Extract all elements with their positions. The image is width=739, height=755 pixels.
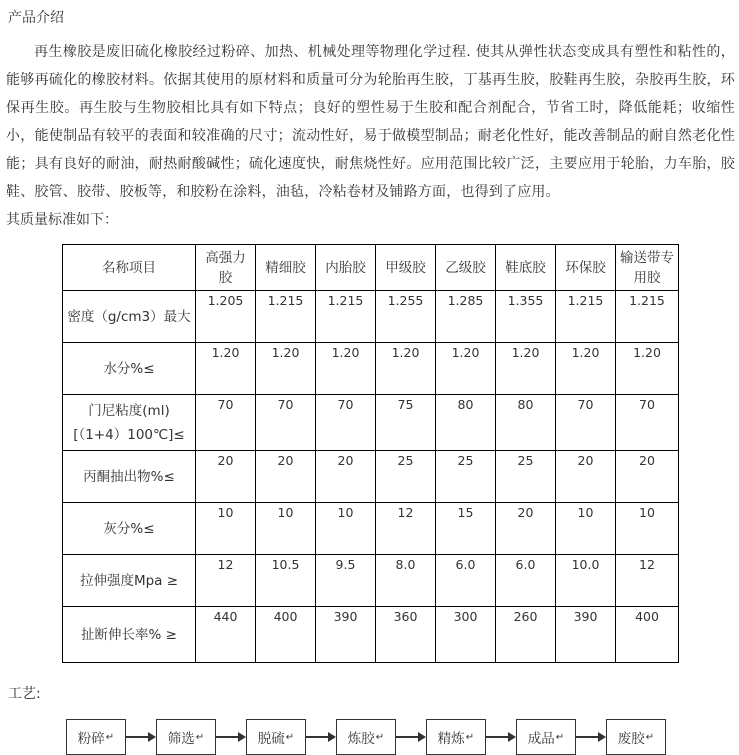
value-cell: 300 [436, 607, 496, 663]
table-row [63, 451, 679, 503]
header-cell: 输送带专用胶 [616, 245, 679, 291]
value-cell: 20 [616, 451, 679, 503]
table-row [63, 291, 679, 343]
row-label-cell: 丙酮抽出物%≤ [63, 451, 196, 503]
value-cell: 400 [616, 607, 679, 663]
process-step [426, 719, 486, 755]
row-label-cell: 灰分%≤ [63, 503, 196, 555]
value-cell: 70 [196, 395, 256, 451]
value-cell: 25 [436, 451, 496, 503]
process-step [66, 719, 126, 755]
header-cell: 高强力胶 [196, 245, 256, 291]
value-cell: 20 [496, 503, 556, 555]
value-cell: 1.355 [496, 291, 556, 343]
value-cell: 10 [316, 503, 376, 555]
return-mark-icon: ↵ [285, 731, 295, 743]
process-label: 工艺: [8, 686, 41, 702]
value-cell: 1.20 [196, 343, 256, 395]
value-cell: 390 [316, 607, 376, 663]
value-cell: 75 [376, 395, 436, 451]
process-step-label: 粉碎 [77, 731, 105, 747]
process-step [606, 719, 666, 755]
row-label-cell: 扯断伸长率% ≥ [63, 607, 196, 663]
value-cell: 20 [556, 451, 616, 503]
value-cell: 260 [496, 607, 556, 663]
right-arrow-icon [396, 731, 426, 743]
header-cell: 乙级胶 [436, 245, 496, 291]
process-flow [66, 719, 735, 755]
table-row [63, 395, 679, 451]
value-cell: 1.215 [616, 291, 679, 343]
header-cell: 鞋底胶 [496, 245, 556, 291]
value-cell: 80 [436, 395, 496, 451]
row-label-cell: 拉伸强度Mpa ≥ [63, 555, 196, 607]
return-mark-icon: ↵ [195, 731, 205, 743]
value-cell: 1.215 [556, 291, 616, 343]
header-cell: 内胎胶 [316, 245, 376, 291]
value-cell: 80 [496, 395, 556, 451]
value-cell: 10.0 [556, 555, 616, 607]
process-step [516, 719, 576, 755]
return-mark-icon: ↵ [555, 731, 565, 743]
value-cell: 12 [196, 555, 256, 607]
value-cell: 15 [436, 503, 496, 555]
right-arrow-icon [486, 731, 516, 743]
row-label-cell: 密度（g/cm3）最大 [63, 291, 196, 343]
value-cell: 10 [256, 503, 316, 555]
intro-paragraph: 再生橡胶是废旧硫化橡胶经过粉碎、加热、机械处理等物理化学过程. 使其从弹性状态变成具有塑性和粘性的，能够再硫化的橡胶材料。依据其使用的原材料和质量可分为轮胎再生胶，丁基再生胶，胶鞋再生胶，杂胶再生胶，环保再生胶。再生胶与生物胶相比具有如下特点；良好的塑性易于生胶和配合剂配合，节省工时，降低能耗；收缩性小，能使制品有较平的表面和较准确的尺寸；流动性好，易于做模型制品；耐老化性好，能改善制品的耐自然老化性能；具有良好的耐油，耐热耐酸碱性；硫化速度快，耐焦烧性好。应用范围比较广泛，主要应用于轮胎，力车胎，胶鞋、胶管、胶带、胶板等，和胶粉在涂料，油毡，冷粘卷材及铺路方面，也得到了应用。 [6, 44, 735, 200]
value-cell: 8.0 [376, 555, 436, 607]
process-step-label: 废胶 [617, 731, 645, 747]
value-cell: 70 [316, 395, 376, 451]
header-cell: 精细胶 [256, 245, 316, 291]
value-cell: 70 [616, 395, 679, 451]
value-cell: 1.285 [436, 291, 496, 343]
process-step-label: 筛选 [167, 731, 195, 747]
row-label-cell: 门尼粘度(ml)[（1+4）100℃]≤ [63, 395, 196, 451]
value-cell: 6.0 [436, 555, 496, 607]
row-label-cell: 水分%≤ [63, 343, 196, 395]
quality-table-header-row [63, 245, 679, 291]
table-caption: 其质量标准如下： [6, 212, 118, 228]
return-mark-icon: ↵ [645, 731, 655, 743]
header-cell: 名称项目 [63, 245, 196, 291]
value-cell: 1.20 [616, 343, 679, 395]
return-mark-icon: ↵ [105, 731, 115, 743]
value-cell: 10 [196, 503, 256, 555]
process-step-label: 炼胶 [347, 731, 375, 747]
value-cell: 10 [616, 503, 679, 555]
table-row [63, 503, 679, 555]
value-cell: 400 [256, 607, 316, 663]
process-step [336, 719, 396, 755]
table-row [63, 555, 679, 607]
header-cell: 甲级胶 [376, 245, 436, 291]
process-step-label: 脱硫 [257, 731, 285, 747]
quality-table [62, 244, 679, 663]
return-mark-icon: ↵ [465, 731, 475, 743]
value-cell: 10.5 [256, 555, 316, 607]
right-arrow-icon [126, 731, 156, 743]
value-cell: 12 [376, 503, 436, 555]
right-arrow-icon [306, 731, 336, 743]
value-cell: 1.205 [196, 291, 256, 343]
value-cell: 10 [556, 503, 616, 555]
value-cell: 9.5 [316, 555, 376, 607]
right-arrow-icon [576, 731, 606, 743]
table-row [63, 607, 679, 663]
header-cell: 环保胶 [556, 245, 616, 291]
value-cell: 1.215 [256, 291, 316, 343]
process-step [246, 719, 306, 755]
process-step-label: 成品 [527, 731, 555, 747]
table-row [63, 343, 679, 395]
value-cell: 1.20 [376, 343, 436, 395]
value-cell: 20 [316, 451, 376, 503]
value-cell: 12 [616, 555, 679, 607]
page-title: 产品介绍 [8, 10, 64, 26]
value-cell: 1.20 [556, 343, 616, 395]
value-cell: 440 [196, 607, 256, 663]
value-cell: 20 [256, 451, 316, 503]
return-mark-icon: ↵ [375, 731, 385, 743]
value-cell: 25 [496, 451, 556, 503]
value-cell: 1.20 [316, 343, 376, 395]
value-cell: 390 [556, 607, 616, 663]
process-step [156, 719, 216, 755]
value-cell: 70 [256, 395, 316, 451]
right-arrow-icon [216, 731, 246, 743]
value-cell: 6.0 [496, 555, 556, 607]
value-cell: 1.20 [496, 343, 556, 395]
quality-table-body [63, 291, 679, 663]
value-cell: 1.20 [436, 343, 496, 395]
value-cell: 70 [556, 395, 616, 451]
value-cell: 1.20 [256, 343, 316, 395]
value-cell: 20 [196, 451, 256, 503]
value-cell: 360 [376, 607, 436, 663]
value-cell: 1.255 [376, 291, 436, 343]
value-cell: 1.215 [316, 291, 376, 343]
value-cell: 25 [376, 451, 436, 503]
process-step-label: 精炼 [437, 731, 465, 747]
